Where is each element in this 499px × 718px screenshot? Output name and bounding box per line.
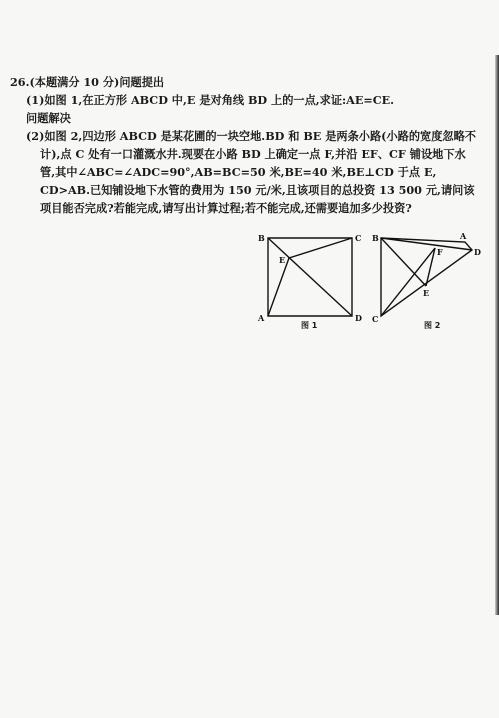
- figure-1: [255, 228, 375, 332]
- label-a: A: [258, 313, 265, 323]
- figure-2: [368, 228, 488, 332]
- page-edge-shadow: [495, 55, 499, 615]
- question-heading: 26.(本题满分 10 分)问题提出: [10, 75, 165, 89]
- label-d: D: [355, 313, 362, 323]
- label-b: B: [258, 233, 265, 243]
- label-a: A: [460, 231, 467, 241]
- label-f: F: [437, 247, 443, 257]
- figure-1-diagram: [255, 228, 375, 328]
- part-2-line-2: 计),点 C 处有一口灌溉水井.现要在小路 BD 上确定一点 F,并沿 EF、CF 铺设地下水: [40, 147, 466, 161]
- part-2-line-3: 管,其中∠ABC=∠ADC=90°,AB=BC=50 米,BE=40 米,BE⊥CD 于点 E,: [40, 165, 437, 179]
- label-d: D: [474, 247, 481, 257]
- question-26: [10, 73, 490, 217]
- figure-2-caption: 图 2: [424, 321, 441, 330]
- diagonal-bd: [268, 238, 352, 316]
- label-e: E: [423, 288, 430, 298]
- part-2-line-1: (2)如图 2,四边形 ABCD 是某花圃的一块空地.BD 和 BE 是两条小路(小路的宽度忽略不: [26, 129, 476, 143]
- label-c: C: [355, 233, 362, 243]
- part-2-line-5: 项目能否完成?若能完成,请写出计算过程;若不能完成,还需要追加多少投资?: [40, 201, 412, 215]
- label-e: E: [279, 255, 286, 265]
- figure-2-diagram: [368, 228, 488, 328]
- segment-ae: [268, 258, 289, 316]
- quadrilateral-abcd: [381, 238, 472, 316]
- part-2-line-4: CD>AB.已知铺设地下水管的费用为 150 元/米,且该项目的总投资 13 500 元,请问该: [40, 183, 475, 197]
- part-1-text: (1)如图 1,在正方形 ABCD 中,E 是对角线 BD 上的一点,求证:AE=CE.: [26, 93, 395, 107]
- path-be: [381, 238, 426, 286]
- label-c: C: [372, 314, 379, 324]
- section-title: 问题解决: [26, 111, 71, 125]
- segment-ce: [289, 238, 352, 258]
- label-b: B: [372, 233, 379, 243]
- figure-1-caption: 图 1: [301, 321, 318, 330]
